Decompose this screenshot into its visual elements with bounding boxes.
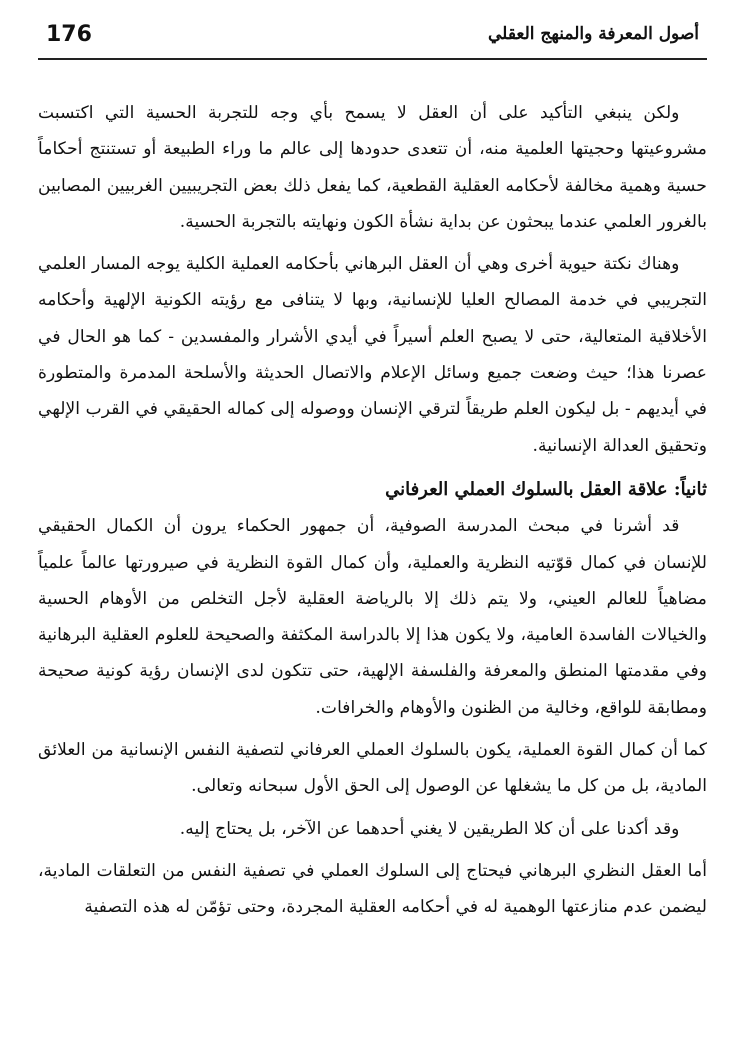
paragraph-6: أما العقل النظري البرهاني فيحتاج إلى السلوك العملي في تصفية النفس من التعلقات المادية، ليضمن عدم منازعتها الوهمية له في أحكامه العقلية المجردة، وحتى تؤمّن له هذه التصفية [38,860,707,918]
page-body [38,95,707,932]
page-header [38,20,707,60]
paragraph-5: وقد أكدنا على أن كلا الطريقين لا يغني أحدهما عن الآخر، بل يحتاج إليه. [179,818,680,839]
paragraph-3: قد أشرنا في مبحث المدرسة الصوفية، أن جمهور الحكماء يرون أن الكمال الحقيقي للإنسان في كمال قوّتيه النظرية والعملية، وأن كمال القوة النظرية في صيرورتها عالماً علمياً مضاهياً للعالم العيني، ولا يتم ذلك إلا بالرياضة العقلية لأجل التخلص من الأوهام الحسية والخيالات الفاسدة العامية، ولا يكون هذا إلا بالدراسة المكثفة والصحيحة للعلوم العقلية البرهانية وفي مقدمتها المنطق والمعرفة والفلسفة الإلهية، حتى تتكون لدى الإنسان رؤية كونية صحيحة ومطابقة للواقع، وخالية من الظنون والأوهام والخرافات. [38,516,707,718]
page-number: 176 [46,22,92,47]
running-title: أصول المعرفة والمنهج العقلي [488,24,699,44]
section-heading: ثانياً: علاقة العقل بالسلوك العملي العرفاني [385,478,707,500]
paragraph-4: كما أن كمال القوة العملية، يكون بالسلوك العملي العرفاني لتصفية النفس الإنسانية من العلائق المادية، بل من كل ما يشغلها عن الوصول إلى الحق الأول سبحانه وتعالى. [38,740,707,797]
paragraph-2: وهناك نكتة حيوية أخرى وهي أن العقل البرهاني بأحكامه العملية الكلية يوجه المسار العلمي التجريبي في خدمة المصالح العليا للإنسانية، وبها لا يتنافى مع رؤيته الكونية الإلهية وأحكامه الأخلاقية المتعالية، حتى لا يصبح العلم أسيراً في أيدي الأشرار والمفسدين - كما هو الحال في عصرنا هذا؛ حيث وضعت جميع وسائل الإعلام والاتصال الحديثة والأسلحة المدمرة والمتطورة في أيديهم - بل ليكون العلم طريقاً لترقي الإنسان ووصوله إلى كماله الحقيقي في القرب الإلهي وتحقيق العدالة الإنسانية. [38,254,707,456]
paragraph-1: ولكن ينبغي التأكيد على أن العقل لا يسمح بأي وجه للتجربة الحسية التي اكتسبت مشروعيتها وحجيتها العلمية منه، أن تتعدى حدودها إلى عالم ما وراء الطبيعة أو تستنتج أحكاماً حسية وهمية مخالفة لأحكامه العقلية القطعية، كما يفعل ذلك بعض التجريبيين الغربيين المصابين بالغرور العلمي عندما يبحثون عن بداية نشأة الكون ونهايته بالتجربة الحسية. [38,103,707,232]
